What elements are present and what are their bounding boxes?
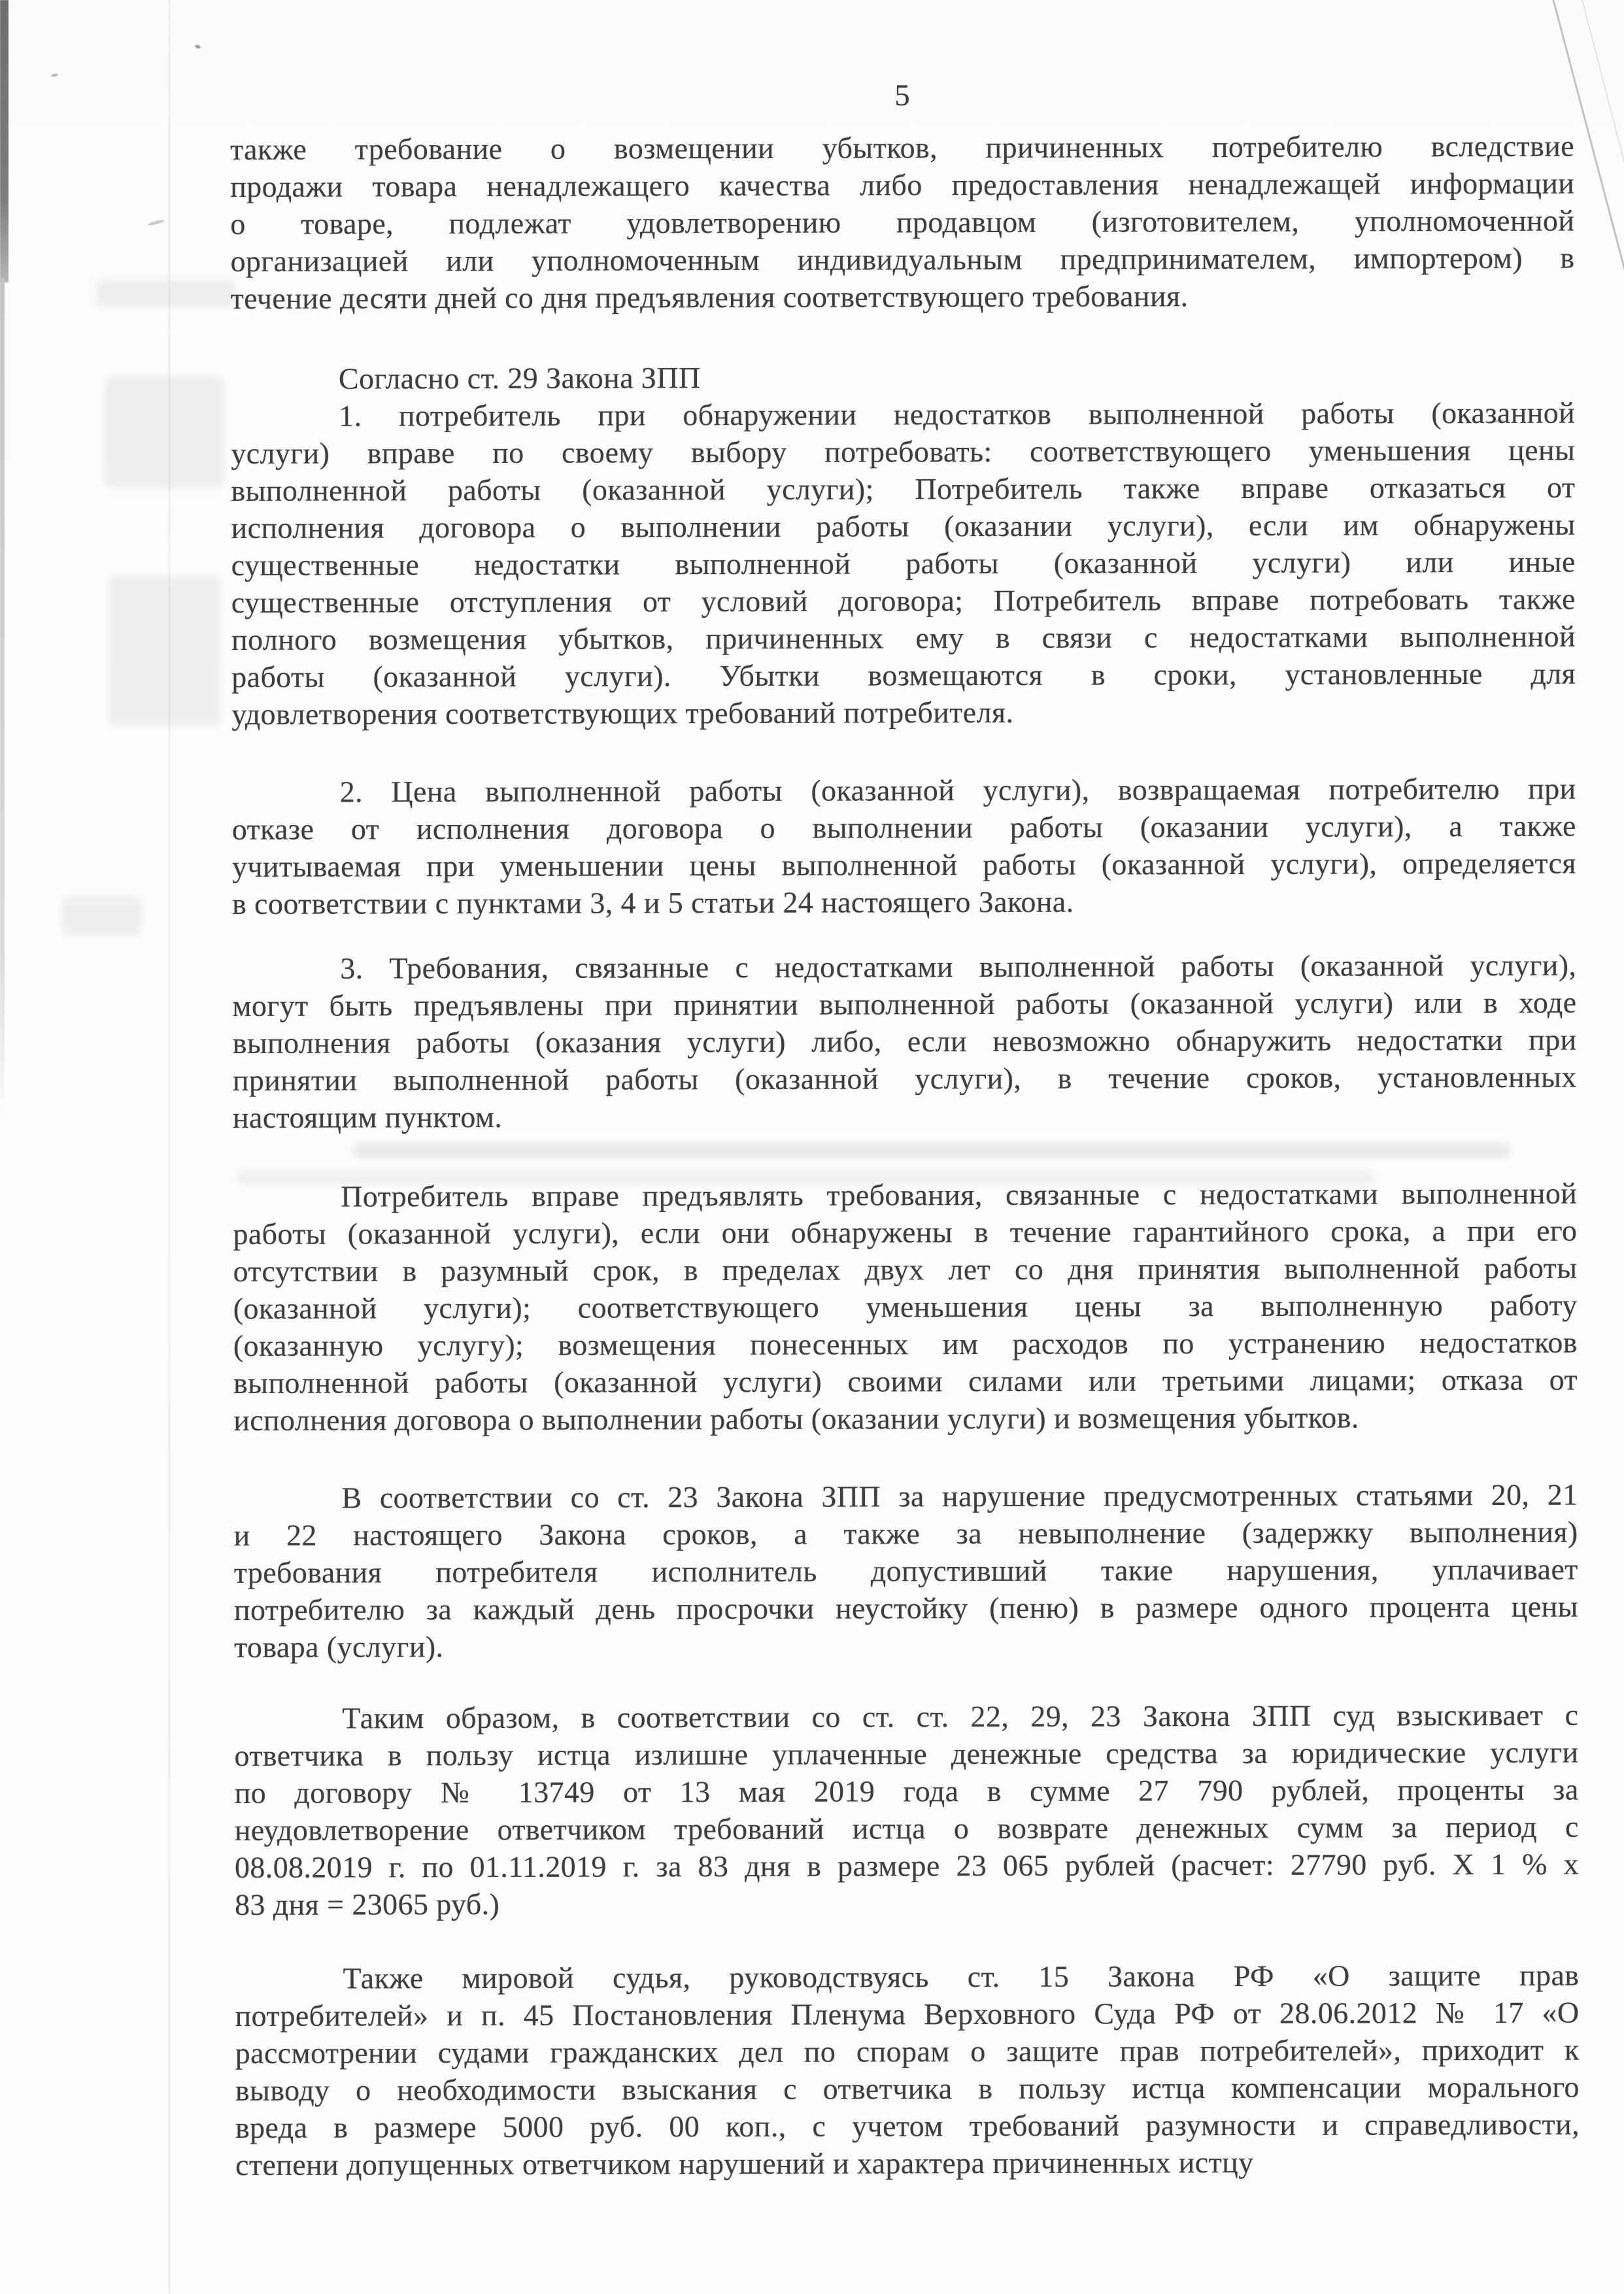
bleedthrough-smudge (105, 376, 224, 488)
text-line: полного возмещения убытков, причиненных ему в связи с недостатками выполненной (231, 619, 1576, 656)
bleedthrough-smudge (97, 280, 235, 307)
text-line: в соответствии с пунктами 3, 4 и 5 статьи 24 настоящего Закона. (232, 885, 1074, 920)
text-line: выполненной работы (оказанной услуги); Потребитель также вправе отказаться от (231, 470, 1576, 507)
text-line: принятии выполненной работы (оказанной услуги), в течение сроков, установленных (232, 1060, 1577, 1097)
text-line: существенные отступления от условий договора; Потребитель вправе потребовать также (231, 582, 1576, 619)
text-line: вреда в размере 5000 руб. 00 коп., с учетом требований разумности и справедливости, (235, 2107, 1580, 2144)
text-line: товара (услуги). (234, 1630, 444, 1664)
paragraph (232, 770, 1577, 922)
text-line: течение десяти дней со дня предъявления соответствующего требования. (230, 279, 1189, 315)
text-line: выводу о необходимости взыскания с ответчика в пользу истца компенсации морального (235, 2070, 1580, 2107)
bleedthrough-smudge (62, 896, 142, 936)
text-line: неудовлетворение ответчиком требований истца о возврате денежных сумм за период с (234, 1810, 1579, 1847)
document-text-block (230, 127, 1580, 2184)
text-line: отказе от исполнения договора о выполнении работы (оказании услуги), а также (231, 809, 1576, 846)
paragraph (233, 1175, 1578, 1439)
text-line: также требование о возмещении убытков, причиненных потребителю вследствие (230, 129, 1575, 166)
text-line: 3. Требования, связанные с недостатками выполненной работы (оказанной услуги), (340, 948, 1577, 985)
text-line: В соответствии со ст. 23 Закона ЗПП за нарушение предусмотренных статьями 20, 21 (341, 1477, 1578, 1515)
paragraph (230, 127, 1575, 317)
scan-speck (194, 44, 201, 50)
text-line: продажи товара ненадлежащего качества либо предоставления ненадлежащей информации (230, 166, 1575, 203)
scan-edge-shadow-faint (0, 278, 5, 1121)
paper-fold-line (169, 0, 170, 2294)
text-line: исполнения договора о выполнении работы (оказании услуги), если им обнаружены (231, 507, 1576, 545)
bleedthrough-smudge (109, 575, 221, 727)
text-line: (оказанной услуги); соответствующего уменьшения цены за выполненную работу (233, 1288, 1578, 1325)
scan-speck (51, 73, 59, 77)
text-line: Потребитель вправе предъявлять требования, связанные с недостатками выполненной (341, 1176, 1578, 1213)
text-line: о товаре, подлежат удовлетворению продавцом (изготовителем, уполномоченной (230, 203, 1575, 241)
text-line: удовлетворения соответствующих требований потребителя. (231, 695, 1014, 731)
text-line: работы (оказанной услуги). Убытки возмещаются в сроки, установленные для (231, 656, 1576, 694)
text-line: степени допущенных ответчиком нарушений и характера причиненных истцу (235, 2145, 1254, 2182)
text-line: потребителей» и п. 45 Постановления Пленума Верховного Суда РФ от 28.06.2012 № 17 «О (235, 1995, 1580, 2033)
text-line: по договору № 13749 от 13 мая 2019 года в сумме 27 790 рублей, проценты за (234, 1772, 1579, 1810)
text-line: потребителю за каждый день просрочки неустойку (пеню) в размере одного процента цены (233, 1589, 1578, 1627)
paragraph (231, 394, 1576, 733)
paragraph (234, 1696, 1579, 1923)
text-line: рассмотрении судами гражданских дел по спорам о защите прав потребителей», приходит к (235, 2033, 1580, 2070)
paragraph (235, 1957, 1580, 2184)
paragraph (231, 357, 1575, 397)
scan-speck (148, 219, 165, 226)
text-line: отсутствии в разумный срок, в пределах двух лет со дня принятия выполненной работы (233, 1251, 1578, 1288)
page-number: 5 (894, 78, 910, 112)
paragraph (233, 1476, 1578, 1666)
text-line: 08.08.2019 г. по 01.11.2019 г. за 83 дня в размере 23 065 рублей (расчет: 27790 руб. Х 1 % х (234, 1847, 1580, 1884)
text-line: настоящим пунктом. (232, 1100, 503, 1134)
scan-edge-shadow (0, 0, 8, 282)
text-line: выполненной работы (оказанной услуги) своими силами или третьими лицами; отказа от (233, 1362, 1578, 1400)
paragraph (232, 947, 1577, 1136)
text-line: исполнения договора о выполнении работы (оказании услуги) и возмещения убытков. (233, 1400, 1359, 1437)
text-line: работы (оказанной услуги), если они обнаружены в течение гарантийного срока, а при его (233, 1213, 1578, 1251)
text-line: услуги) вправе по своему выбору потребовать: соответствующего уменьшения цены (231, 433, 1576, 470)
text-line: и 22 настоящего Закона сроков, а также за невыполнение (задержку выполнения) (233, 1515, 1578, 1552)
text-line: организацией или уполномоченным индивидуальным предпринимателем, импортером) в (230, 241, 1575, 278)
text-line: 83 дня = 23065 руб.) (235, 1887, 500, 1921)
text-line: 1. потребитель при обнаружении недостатков выполненной работы (оказанной (339, 396, 1576, 433)
text-line: требования потребителя исполнитель допустивший такие нарушения, уплачивает (233, 1552, 1578, 1589)
text-line: 2. Цена выполненной работы (оказанной услуги), возвращаемая потребителю при (339, 771, 1576, 809)
text-line: могут быть предъявлены при принятии выполненной работы (оказанной услуги) или в ходе (232, 985, 1577, 1022)
text-line: выполнения работы (оказания услуги) либо, если невозможно обнаружить недостатки при (232, 1022, 1577, 1060)
text-line: Также мировой судья, руководствуясь ст. 15 Закона РФ «О защите прав (343, 1958, 1580, 1995)
text-line: ответчика в пользу истца излишне уплаченные денежные средства за юридические услуги (234, 1735, 1579, 1772)
text-line: Согласно ст. 29 Закона ЗПП (338, 361, 701, 396)
text-line: Таким образом, в соответствии со ст. ст. 22, 29, 23 Закона ЗПП суд взыскивает с (342, 1698, 1579, 1735)
text-line: (оказанную услугу); возмещения понесенных им расходов по устранению недостатков (233, 1325, 1578, 1362)
text-line: существенные недостатки выполненной работы (оказанной услуги) или иные (231, 545, 1576, 582)
text-line: учитываемая при уменьшении цены выполненной работы (оказанной услуги), определяется (231, 846, 1577, 883)
